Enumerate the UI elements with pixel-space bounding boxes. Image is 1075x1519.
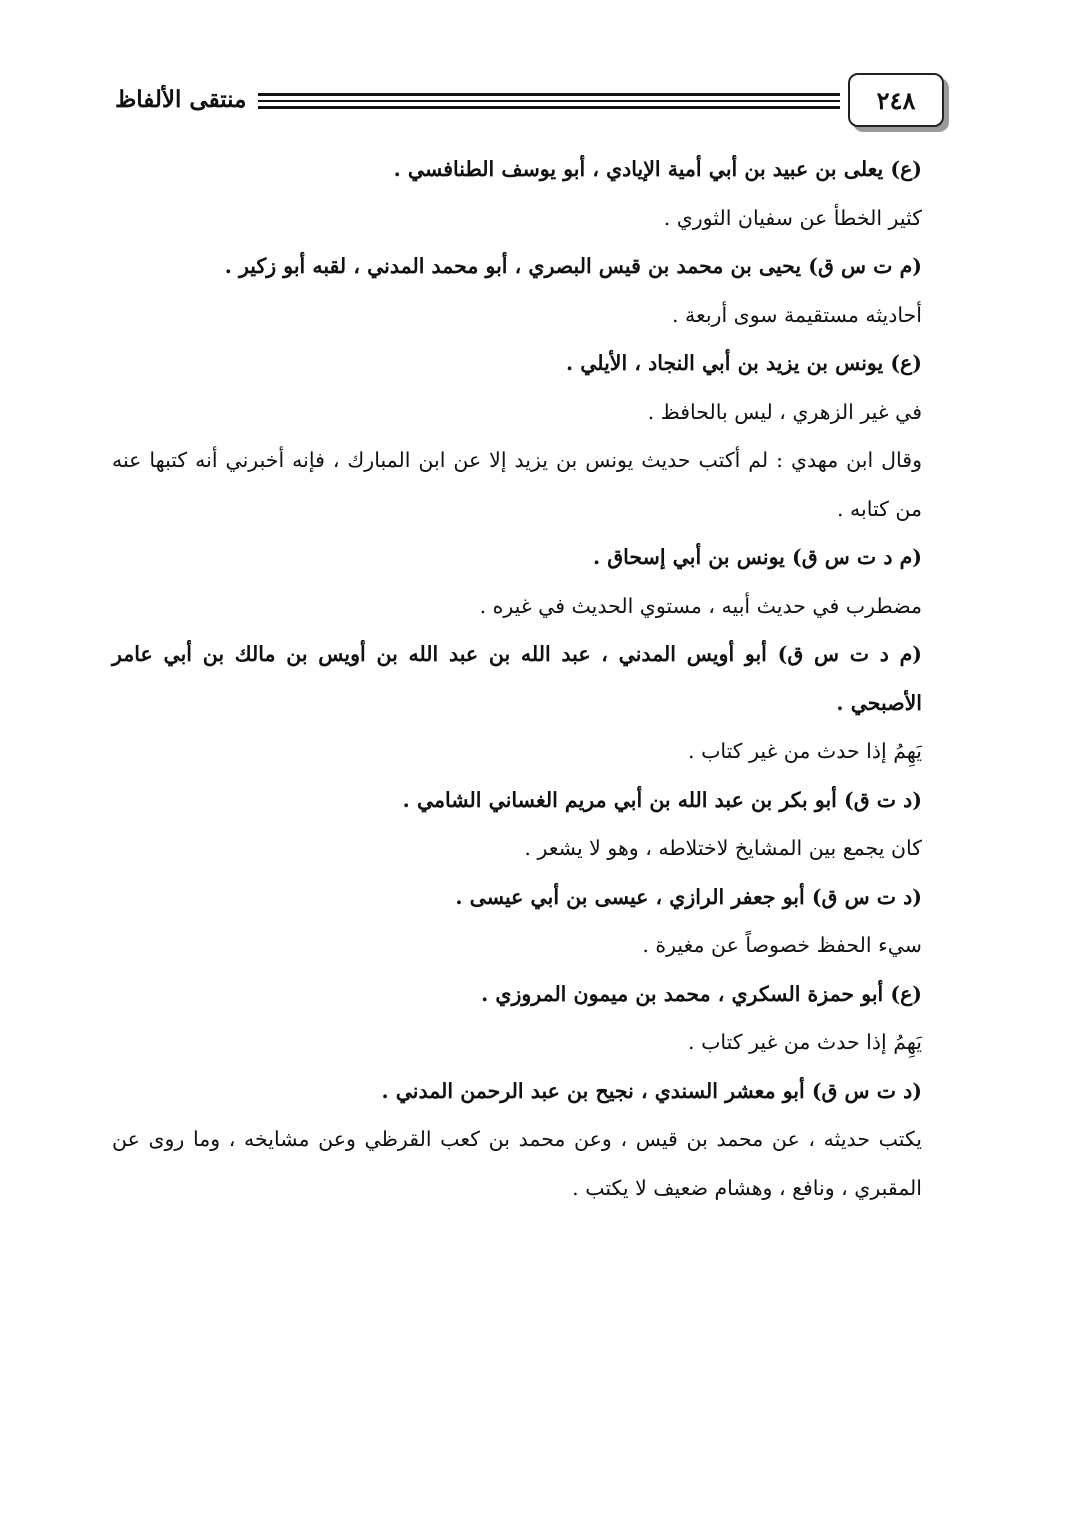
narrator-entry: (د ت س ق) أبو جعفر الرازي ، عيسى بن أبي عيسى .	[455, 884, 922, 909]
page-header	[0, 0, 1075, 140]
narrator-note: في غير الزهري ، ليس بالحافظ .	[647, 399, 922, 424]
narrator-entry: (م ت س ق) يحيى بن محمد بن قيس البصري ، أبو محمد المدني ، لقبه أبو زكير .	[224, 254, 922, 278]
header-rule	[258, 100, 840, 102]
narrator-note: وقال ابن مهدي : لم أكتب حديث يونس بن يزيد إلا عن ابن المبارك ، فإنه أخبرني أنه كتبها عنه من كتابه .	[112, 448, 922, 521]
narrator-note: كان يجمع بين المشايخ لاختلاطه ، وهو لا يشعر .	[524, 836, 922, 860]
narrator-entry: (ع) يعلى بن عبيد بن أبي أمية الإيادي ، أبو يوسف الطنافسي .	[393, 157, 922, 181]
narrator-entry: (ع) أبو حمزة السكري ، محمد بن ميمون المروزي .	[481, 981, 922, 1006]
narrator-note: يَهِمُ إذا حدث من غير كتاب .	[688, 739, 922, 763]
page-number-box	[848, 73, 944, 127]
narrator-note: سيء الحفظ خصوصاً عن مغيرة .	[642, 933, 922, 957]
header-rule	[258, 93, 840, 96]
book-title: منتقى الألفاظ	[115, 86, 247, 113]
narrator-note: يكتب حديثه ، عن محمد بن قيس ، وعن محمد بن كعب القرظي وعن مشايخه ، وما روى عن المقبري ، ونافع ، وهشام ضعيف لا يكتب .	[112, 1127, 922, 1200]
narrator-entry: (د ت س ق) أبو معشر السندي ، نجيح بن عبد الرحمن المدني .	[381, 1078, 922, 1103]
page-number: ٢٤٨	[876, 85, 916, 115]
header-rule	[258, 106, 840, 109]
narrator-entry: (م د ت س ق) أبو أويس المدني ، عبد الله بن عبد الله بن أويس بن مالك بن أبي عامر الأصبحي .	[112, 642, 922, 715]
narrator-note: يَهِمُ إذا حدث من غير كتاب .	[688, 1030, 922, 1054]
narrator-note: كثير الخطأ عن سفيان الثوري .	[663, 205, 922, 230]
narrator-entry: (د ت ق) أبو بكر بن عبد الله بن أبي مريم الغساني الشامي .	[402, 787, 922, 812]
narrator-note: أحاديثه مستقيمة سوى أربعة .	[671, 302, 922, 327]
narrator-entry: (ع) يونس بن يزيد بن أبي النجاد ، الأيلي .	[565, 351, 922, 375]
page-body	[112, 145, 958, 1212]
narrator-note: مضطرب في حديث أبيه ، مستوي الحديث في غيره .	[479, 593, 922, 618]
narrator-entry: (م د ت س ق) يونس بن أبي إسحاق .	[592, 545, 922, 569]
